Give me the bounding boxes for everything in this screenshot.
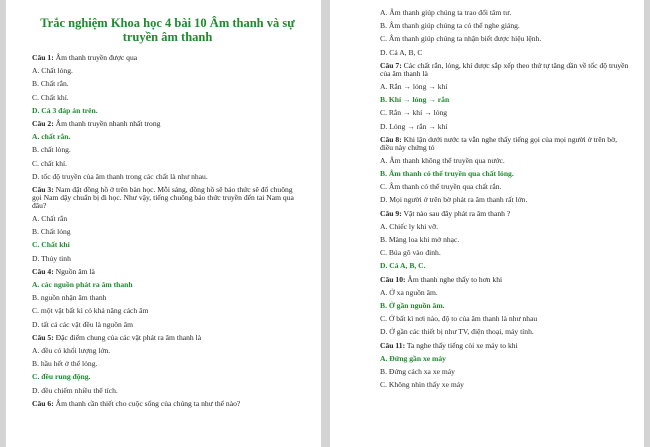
answer-option: D. Cả A, B, C [380, 47, 423, 57]
correct-answer-option: B. Khí → lỏng → rắn [380, 95, 450, 105]
answer-option: D. tốc độ truyền của âm thanh trong các chất là như nhau. [32, 171, 208, 181]
question-number: Câu 3: [32, 184, 54, 194]
answer-option: C. Không nhìn thấy xe máy [380, 380, 464, 390]
question-number: Câu 6: [32, 398, 54, 408]
answer-option: B. hầu hết ở thể lỏng. [32, 359, 98, 369]
document-page-left [6, 0, 321, 447]
question-body: Nam đặt đồng hồ ở trên bàn học. Mỗi sáng, đồng hồ sẽ báo thức sẽ đổ chuông gọi Nam dậy chuẩn bị đi học. Như vậy, tiếng chuông báo thức truyền đến tai Nam qua đâu? [32, 184, 294, 210]
question-number: Câu 4: [32, 266, 54, 276]
answer-option: D. tất cả các vật đều là nguồn âm [32, 319, 133, 329]
question-number: Câu 9: [380, 208, 402, 218]
answer-option: A. Ở xa nguồn âm. [380, 287, 438, 297]
correct-answer-option: B. Âm thanh có thể truyền qua chất lỏng. [380, 169, 514, 179]
question-text [32, 334, 303, 342]
document-title: Trắc nghiệm Khoa học 4 bài 10 Âm thanh và sự truyền âm thanh [40, 16, 295, 44]
answer-option: A. Chiếc ly khi vỡ. [380, 221, 439, 231]
answer-option: B. nguồn nhận âm thanh [32, 293, 107, 303]
question-number: Câu 10: [380, 274, 406, 284]
question-number: Câu 11: [380, 340, 406, 350]
question-text [380, 62, 630, 78]
answer-option: C. Âm thanh có thể truyền qua chất rắn. [380, 182, 502, 192]
question-body: Ta nghe thấy tiếng còi xe máy to khi [405, 340, 518, 350]
correct-answer-option: C. đều rung động. [32, 372, 91, 382]
question-body: Khi lặn dưới nước ta vẫn nghe thấy tiếng gọi của mọi người ở trên bờ, điều này chứng tỏ [380, 134, 617, 152]
question-body: Các chất rắn, lỏng, khí được sắp xếp theo thứ tự tăng dần về tốc độ truyền của âm thanh là [380, 60, 629, 78]
answer-option: B. Chất rắn. [32, 79, 69, 89]
answer-option: C. Búa gõ vào đinh. [380, 248, 441, 258]
question-number: Câu 7: [380, 60, 402, 70]
question-text [32, 120, 303, 128]
correct-answer-option: D. Cả 3 đáp án trên. [32, 105, 98, 115]
question-text [380, 210, 630, 218]
answer-option: A. Âm thanh giúp chúng ta trao đổi tâm tư. [380, 8, 512, 17]
question-number: Câu 1: [32, 53, 54, 62]
question-text [380, 276, 630, 284]
question-number: Câu 2: [32, 118, 54, 128]
question-body: Âm thanh cần thiết cho cuộc sống của chúng ta như thế nào? [53, 398, 241, 408]
question-text [380, 136, 630, 152]
question-body: Vật nào sau đây phát ra âm thanh ? [401, 208, 511, 218]
correct-answer-option: D. Cả A, B, C. [380, 261, 426, 271]
answer-option: A. đều có khối lượng lớn. [32, 345, 111, 355]
answer-option: A. Âm thanh không thể truyền qua nước. [380, 155, 505, 165]
answer-option: A. Chất rắn [32, 214, 68, 224]
answer-option: C. Rắn → khí → lỏng [380, 108, 448, 118]
answer-option: B. Màng loa khi mở nhạc. [380, 235, 460, 244]
question-text [32, 268, 303, 276]
answer-option: B. Âm thanh giúp chúng ta có thể nghe giảng. [380, 21, 520, 31]
correct-answer-option: A. các nguồn phát ra âm thanh [32, 280, 133, 289]
answer-option: B. Đứng cách xa xe máy [380, 366, 455, 376]
question-body: Đặc điểm chung của các vật phát ra âm thanh là [53, 332, 202, 342]
question-body: Âm thanh nghe thấy to hơn khi [405, 274, 503, 284]
right-question-list [380, 9, 630, 389]
answer-option: C. chất khí. [32, 158, 68, 168]
document-page-right [330, 0, 644, 447]
answer-option: D. đều chiếm nhiều thể tích. [32, 385, 118, 395]
answer-option: C. Âm thanh giúp chúng ta nhận biết được hiệu lệnh. [380, 34, 542, 44]
question-number: Câu 5: [32, 332, 54, 342]
question-body: Âm thanh truyền được qua [53, 53, 138, 62]
question-body: Âm thanh truyền nhanh nhất trong [53, 118, 161, 128]
question-number: Câu 8: [380, 134, 402, 144]
answer-option: D. Thủy tinh [32, 253, 71, 263]
answer-option: C. Chất khí. [32, 92, 69, 102]
question-text [32, 54, 303, 62]
answer-option: C. Ở bất kì nơi nào, độ to của âm thanh là như nhau [380, 314, 538, 324]
answer-option: A. Chất lỏng. [32, 66, 73, 76]
correct-answer-option: A. Đứng gần xe máy [380, 353, 446, 363]
answer-option: C. một vật bất kì có khả năng cách âm [32, 306, 149, 316]
correct-answer-option: A. chất rắn. [32, 132, 71, 142]
answer-option: D. Lỏng → rắn → khí [380, 121, 448, 131]
answer-option: A. Rắn → lỏng → khí [380, 81, 448, 91]
answer-option: D. Mọi người ở trên bờ phát ra âm thanh rất lớn. [380, 195, 528, 205]
left-question-list [32, 54, 303, 408]
question-text [380, 342, 630, 350]
question-body: Nguồn âm là [53, 266, 95, 276]
question-text [32, 400, 303, 408]
answer-option: B. Chất lỏng [32, 227, 71, 237]
correct-answer-option: C. Chất khí [32, 240, 70, 250]
answer-option: B. chất lỏng. [32, 145, 71, 155]
correct-answer-option: B. Ở gần nguồn âm. [380, 300, 445, 310]
answer-option: D. Ở gần các thiết bị như TV, điện thoại, máy tính. [380, 327, 534, 337]
question-text [32, 186, 303, 210]
